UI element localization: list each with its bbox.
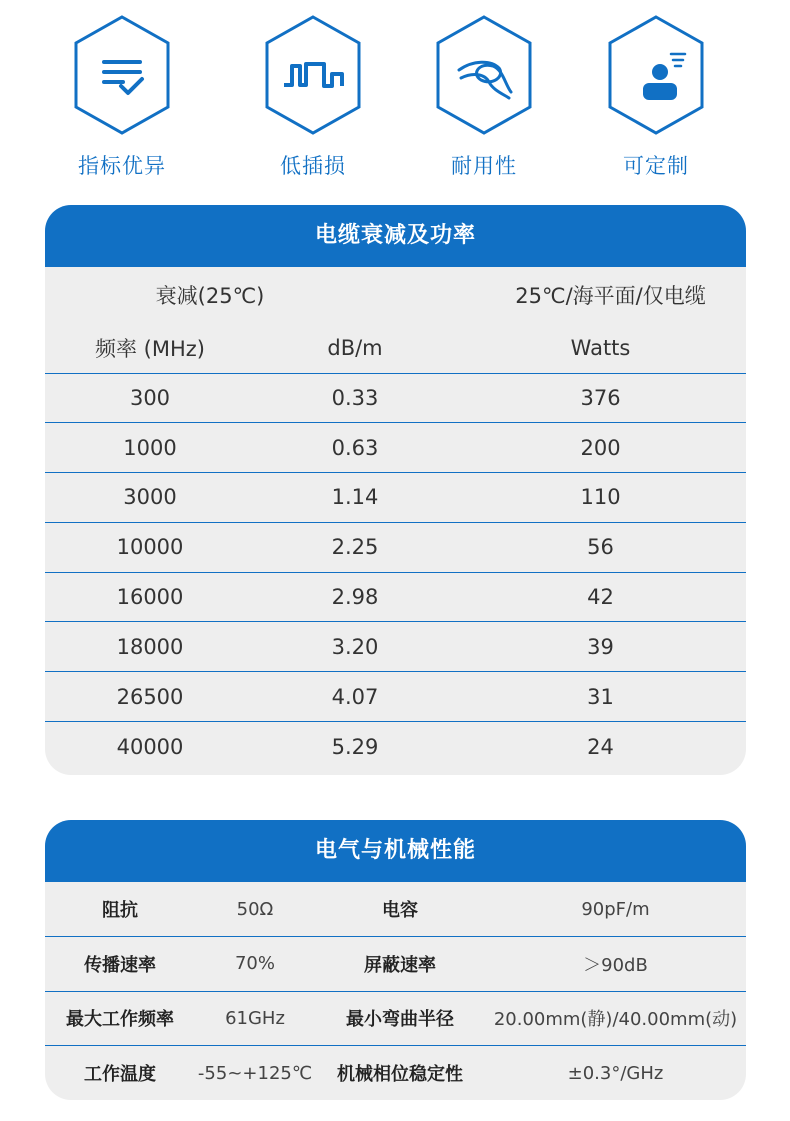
property-label: 传播速率 — [45, 937, 195, 992]
power-cell: 56 — [455, 522, 746, 572]
feature-item — [62, 14, 182, 180]
table-subheader-row — [45, 267, 746, 323]
table-row — [45, 572, 746, 622]
table-row — [45, 672, 746, 722]
card-title: 电气与机械性能 — [45, 820, 746, 882]
property-label: 最小弯曲半径 — [315, 991, 485, 1046]
power-cell: 110 — [455, 473, 746, 523]
power-subheader: 25℃/海平面/仅电缆 — [515, 284, 706, 308]
card-title: 电缆衰减及功率 — [45, 205, 746, 267]
checklist-icon — [71, 14, 173, 136]
feature-item — [253, 14, 373, 180]
cable-icon — [433, 14, 535, 136]
waveform-icon — [262, 14, 364, 136]
property-value: ＞90dB — [485, 937, 746, 992]
attenuation-cell: 0.63 — [255, 423, 455, 473]
attenuation-cell: 2.98 — [255, 572, 455, 622]
frequency-cell: 18000 — [45, 622, 255, 672]
feature-label: 指标优异 — [78, 154, 166, 178]
attenuation-table — [45, 267, 746, 771]
feature-item — [596, 14, 716, 180]
table-row — [45, 1046, 746, 1101]
table-row — [45, 473, 746, 523]
power-cell: 39 — [455, 622, 746, 672]
frequency-cell: 300 — [45, 373, 255, 423]
property-value: ±0.3°/GHz — [567, 1062, 664, 1084]
feature-label: 低插损 — [280, 154, 346, 178]
table-row — [45, 522, 746, 572]
power-cell: 200 — [455, 423, 746, 473]
frequency-cell: 3000 — [45, 473, 255, 523]
attenuation-cell: 0.33 — [255, 373, 455, 423]
column-header-power: Watts — [455, 323, 746, 373]
table-row — [45, 373, 746, 423]
property-label: 机械相位稳定性 — [337, 1064, 463, 1085]
frequency-cell: 1000 — [45, 423, 255, 473]
property-value: 90pF/m — [485, 882, 746, 937]
feature-item — [424, 14, 544, 180]
attenuation-power-card — [45, 205, 746, 775]
property-label: 电容 — [315, 882, 485, 937]
feature-label: 可定制 — [623, 154, 689, 178]
power-cell: 31 — [455, 672, 746, 722]
attenuation-cell: 2.25 — [255, 522, 455, 572]
table-row — [45, 423, 746, 473]
property-label: 最大工作频率 — [45, 991, 195, 1046]
property-label: 阻抗 — [45, 882, 195, 937]
feature-label: 耐用性 — [451, 154, 517, 178]
attenuation-subheader: 衰减(25℃) — [155, 284, 265, 308]
frequency-cell: 40000 — [116, 734, 184, 759]
frequency-cell: 10000 — [45, 522, 255, 572]
attenuation-cell: 1.14 — [255, 473, 455, 523]
property-label: 屏蔽速率 — [315, 937, 485, 992]
table-header-row — [45, 323, 746, 373]
power-cell: 42 — [455, 572, 746, 622]
power-cell: 24 — [587, 734, 614, 759]
property-value: 50Ω — [195, 882, 315, 937]
attenuation-cell: 4.07 — [255, 672, 455, 722]
table-row — [45, 937, 746, 992]
frequency-cell: 26500 — [45, 672, 255, 722]
table-row — [45, 991, 746, 1046]
column-header-frequency: 频率 (MHz) — [45, 323, 255, 373]
attenuation-cell: 5.29 — [331, 734, 379, 759]
frequency-cell: 16000 — [45, 572, 255, 622]
electrical-table — [45, 882, 746, 1100]
property-value: 61GHz — [195, 991, 315, 1046]
table-row — [45, 622, 746, 672]
attenuation-cell: 3.20 — [255, 622, 455, 672]
property-value: 20.00mm(静)/40.00mm(动) — [485, 991, 746, 1046]
table-row — [45, 722, 746, 772]
feature-icons-row — [0, 14, 790, 184]
column-header-attenuation: dB/m — [255, 323, 455, 373]
electrical-mechanical-card — [45, 820, 746, 1100]
property-label: 工作温度 — [84, 1064, 156, 1085]
property-value: -55~+125℃ — [197, 1062, 313, 1084]
user-card-icon — [605, 14, 707, 136]
power-cell: 376 — [455, 373, 746, 423]
property-value: 70% — [195, 937, 315, 992]
table-row — [45, 882, 746, 937]
